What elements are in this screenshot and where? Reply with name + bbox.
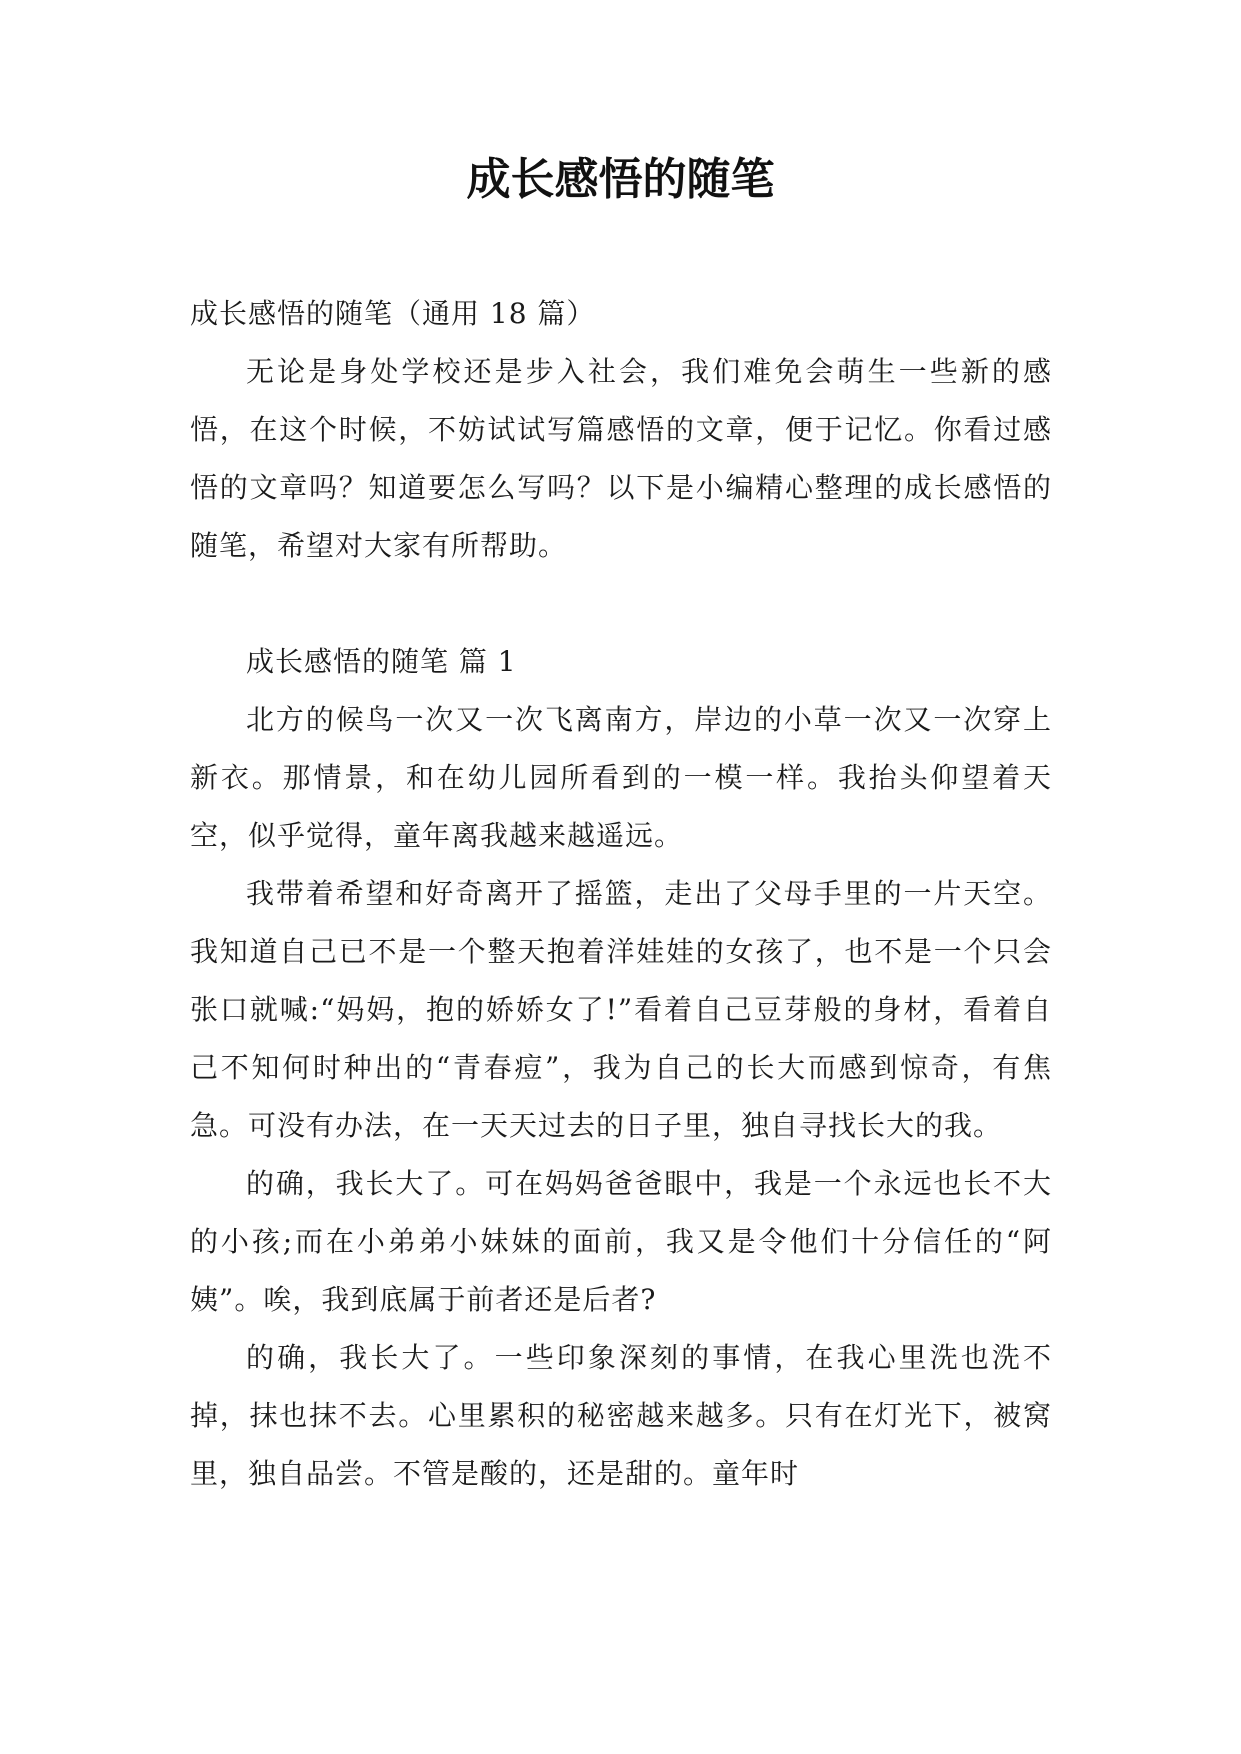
- document-body: [190, 285, 1052, 1503]
- document-subtitle: 成长感悟的随笔（通用 18 篇）: [190, 297, 596, 330]
- body-paragraph: 的确，我长大了。一些印象深刻的事情，在我心里洗也洗不掉，抹也抹不去。心里累积的秘密越来越多。只有在灯光下，被窝里，独自品尝。不管是酸的，还是甜的。童年时: [190, 1341, 1052, 1490]
- body-paragraph: 我带着希望和好奇离开了摇篮，走出了父母手里的一片天空。我知道自己已不是一个整天抱着洋娃娃的女孩了，也不是一个只会张口就喊:“妈妈，抱的娇娇女了!”看着自己豆芽般的身材，看着自己不知何时种出的“青春痘”，我为自己的长大而感到惊奇，有焦急。可没有办法，在一天天过去的日子里，独自寻找长大的我。: [190, 877, 1052, 1142]
- intro-paragraph: 无论是身处学校还是步入社会，我们难免会萌生一些新的感悟，在这个时候，不妨试试写篇感悟的文章，便于记忆。你看过感悟的文章吗？知道要怎么写吗？以下是小编精心整理的成长感悟的随笔，希望对大家有所帮助。: [190, 355, 1052, 562]
- body-paragraph: 北方的候鸟一次又一次飞离南方，岸边的小草一次又一次穿上新衣。那情景，和在幼儿园所看到的一模一样。我抬头仰望着天空，似乎觉得，童年离我越来越遥远。: [190, 703, 1052, 852]
- document-title: 成长感悟的随笔: [466, 154, 775, 205]
- body-paragraph: 的确，我长大了。可在妈妈爸爸眼中，我是一个永远也长不大的小孩;而在小弟弟小妹妹的面前，我又是令他们十分信任的“阿姨”。唉，我到底属于前者还是后者?: [190, 1167, 1052, 1316]
- section-heading: 成长感悟的随笔 篇 1: [246, 645, 517, 678]
- paragraph-spacer: [190, 575, 1052, 633]
